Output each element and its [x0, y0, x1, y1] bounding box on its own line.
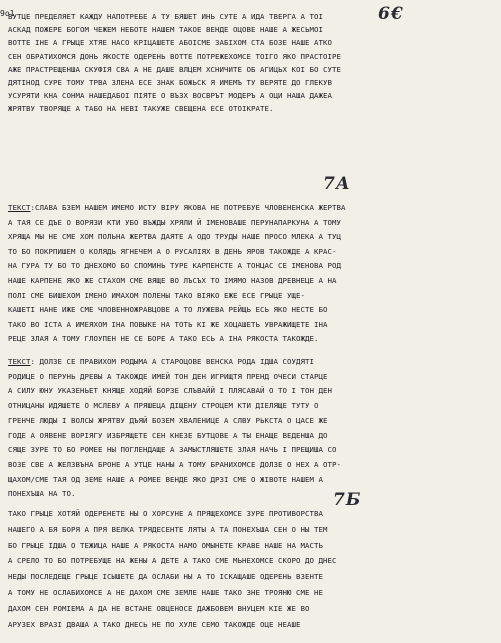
line-text: ПОЛІ СМЕ БИШЕХОМ ІМЕНО ИМАХОМ ПОЛЕНЫ ТАКО ВІЯКО ЕЖЕ ЕСЕ ГРЫЦЕ УЩЕ- [8, 290, 305, 300]
line-text: ТО БО ПОКРПИШЕМ О КОЛЯДЬ ЯГНЕЧЕМ А О РУСАЛІЯХ В ДЕНЬ ЯРОВ ТАКОЖДЕ А КРАС- [8, 246, 337, 256]
text-line: АРУЗЕХ ВРАЗІ ДВАША А ТАКО ДНЕСЬ НЕ ПО ХУЛЕ СЕМО ТАКОЖДЕ ОЦЕ НЕАШЕ [8, 619, 301, 629]
text-line: БУТЦЕ ПРЕДЕЛЯЕТ КАЖДУ НАПОТРЕБЕ А ТУ БЯШЕТ ИНЬ СУТЕ А ИДА ТВЕРГА А ТОІ [8, 12, 323, 21]
line-text: ОТНИЦАНЫ ИДЯШЕТЕ О МСЛЕВУ А ПРЯШЕЦА ДІЩЕНУ СТРОЦЕМ КТИ ДІЕЛЯЩЕ ТУТУ О [8, 401, 319, 411]
text-line: А СРЕЛО ТО БО ПОТРЕБУЩЕ НА ЖЕНЫ А ДЕТЕ А ТАКО СМЕ МЬНЕХОМСЕ СКОРО ДО ДНЕС [8, 556, 337, 566]
text-line: СЕН ОБРАТИХОМСЯ ДОНЬ ЯКОСТЕ ОДЕРЕНЬ ВОТТЕ ПОТРЕЖЕХОМСЕ ТОІГО ЯКО ПРАСТОІРЕ [8, 51, 341, 61]
text-line [8, 475, 323, 484]
text-line [8, 305, 327, 314]
text-line: ЖРЯТВУ ТВОРЯЩЕ А ТАБО НА НЕВІ ТАКУЖЕ СВЕЩЕНА ЕСЕ ОТОІКРАТЕ. [8, 104, 274, 114]
line-text: ПОНЕХЪША НА ТО. [8, 489, 76, 499]
line-text: :СЛАВА БЗЕМ НАШЕМ ИМЕМО ИСТУ ВІРУ ЯКОВА НЕ ПОТРЕБУЕ ЧЛОВЕНЕНСКА ЖЕРТВА [30, 203, 346, 212]
text-line [8, 218, 341, 227]
line-text: НА ГУРА ТУ БО ТО ДНЕХОМО БО СПОМИНЬ ТУРЕ КАРПЕНСТЕ А ТОНЦАС СЕ ІМЕНОВА РОД [8, 261, 341, 271]
text-line [8, 357, 314, 366]
text-line: УСУРЯТИ КНА СОНМА НАШЕДАБОІ ПІЯТЕ О ВЪЗХ ВОСВРЪТ МОДЕРЪ А ОЦИ НАША ДАЖЕА [8, 91, 332, 101]
text-line [8, 416, 327, 425]
line-text: СЯЩЕ ЗУРЕ ТО БО РОМЕЕ НЫ ПОГЛЕНДАЩЕ А ЗАМЫСТЛЯШЕТЕ ЗЛАЯ НАЧЬ І ПРЕЩИША СО [8, 445, 337, 455]
text-line [8, 372, 327, 381]
line-text: НАШЕ КАРПЕНЕ ЯКО ЖЕ СТАХОМ СМЕ ВЯЩЕ ВО ЛЪСЪХ ТО ІМЯМО НАЗОВ ДРЕВНЕЦЕ А НА [8, 276, 337, 285]
line-text: А СИЛУ ЮНУ УКАЗЕНЬЕТ КНЯЩЕ ХОДЯЙ БОРЗЕ СЛЪВАЙЙ І ПЛЯСАВАЙ О ТО І ТОН ДЕН [8, 386, 332, 396]
line-text: РЕЦЕ ЗЛАЯ А ТОМУ ГЛОУПЕН НЕ СЕ БОРЕ А ТАКО ЕСЬ А ІНА РЯКОСТА ТАКОЖДЕ. [8, 334, 319, 344]
section-label: ТЕКСТ [8, 357, 31, 366]
text-line [8, 401, 318, 410]
text-line [8, 261, 341, 270]
line-text: ГОДЕ А ОЯВЕНЕ ВОРІЯГУ ИЗБРЯЩЕТЕ СЕН КНЕЗЕ БУТЦОВЕ А ТЫ ЕНАЩЕ ВЕДЕНША ДО [8, 430, 328, 440]
text-line: АЖЕ ПРАСТРЕЩЕНША СКУФІЯ СВА А НЕ ДАШЕ ВЛЦЕМ ХСНИЧИТЕ ОБ АГИЦЬХ КОІ БО СУТЕ [8, 64, 341, 74]
text-line [8, 431, 327, 440]
text-line: ДЯТІНОД СУРЕ ТОМУ ТРВА ЗЛЕНА ЕСЕ ЗНАК БОЖЬСК Я ИМЕМЪ ТУ ВЕРЯТЕ ДО ГЛЕКУВ [8, 78, 332, 87]
section-mark-7a: 7А [323, 174, 351, 194]
text-line: НАШЕГО А БЯ БОРЯ А ПРЯ ВЕЛКА ТРЯДЕСЕНТЕ ЛЯТЫ А ТА ПОНЕХЪША СЕН О НЫ ТЕМ [8, 524, 328, 534]
text-line [8, 386, 332, 395]
text-line [8, 460, 341, 469]
text-line: ТАКО ГРЫЦЕ ХОТЯЙ ОДЕРЕНЕТЕ НЫ О ХОРСУНЕ А ПРЯЩЕХОМСЕ ЗУРЕ ПРОТИВОРСТВА [8, 509, 323, 518]
line-text: ТАКО ВО ІСТА А ИМЕЯХОМ ІНА ПОВЫКЕ НА ТОТЬ КІ ЖЕ ХОЦАШЕТЬ УВРАЖИЩЕТЕ ІНА [8, 319, 328, 329]
line-text: ХРЯЩА МЫ НЕ СМЕ ХОМ ПОЛЬНА ЖЕРТВА ДАЯТЕ А ОДО ТРУДЫ НАШЕ ПРОСО МЛЕКА А ТУЦ [8, 232, 341, 242]
text-line [8, 320, 327, 329]
text-line: А ТОМУ НЕ ОСЛАБИХОМСЕ А НЕ ДАХОМ СМЕ ЗЕМЛЕ НАШЕ ТАКО ЗНЕ ТРОЯНЮ СМЕ НЕ [8, 588, 323, 597]
text-line: НЕДЫ ПОСЛЕДЕЩЕ ГРЫЦЕ ІСЫШЕТЕ ДА ОСЛАБИ НЫ А ТО ІСКАЩАШЕ ОДЕРЕНЬ ВЗЕНТЕ [8, 572, 323, 582]
text-line [8, 247, 336, 256]
text-line [8, 291, 305, 300]
text-line [8, 334, 318, 343]
line-text: ВОЗЕ СВЕ А ЖЕЛЗВЪНА БРОНЕ А УТЦЕ НАНЫ А ТОМУ БРАНИХОМСЕ ДОЛЗЕ О НЕХ А ОТР- [8, 459, 341, 469]
line-text: А ТАЯ СЕ ДЪЕ О ВОРЯЗИ КТИ УБО ВЪЖДЫ ХРЯЛИ Й ІМЕНОВАШЕ ПЕРУНАПАРКУНА А ТОМУ [8, 217, 341, 227]
text-line: АСКАД ПОЖЕРЕ БОГОМ ЧЕЖЕМ НЕБОТЕ НАШЕМ ТАКОЕ ВЕНДЕ ОЦОВЕ НАШЕ А ЖЕСЬМОІ [8, 25, 323, 35]
text-line [8, 203, 345, 212]
text-line [8, 232, 341, 241]
text-line: ВОТТЕ ІНЕ А ГРЫЦЕ ХТЯЕ НАСО КРІЦАШЕТЕ АБОІСМЕ ЗАБІХОМ СТА БОЗЕ НАШЕ АТКО [8, 38, 332, 48]
line-text: КАШЕТІ НАНЕ ИЖЕ СМЕ ЧЛОВЕННОЖРАВЦОВЕ А ТО ЛУЖЕВА РЕЙЩЬ ЕСЬ ЯКО НЕСТЕ БО [8, 305, 328, 315]
page-number-top: 6€ [378, 4, 404, 24]
section-mark-7b: 7Б [333, 490, 362, 510]
text-line [8, 276, 336, 285]
line-text: ГРЕНЧЕ ЛЮДЫ І ВОЛСЫ ЖРЯТВУ ДЪЯЙ БОЗЕМ ХВАЛЕНИЦЕ А СЛВУ РЬКСТА О ЦАСЕ ЖЕ [8, 415, 328, 425]
line-text: ЩАХОМ/СМЕ ТАЯ ОД ЗЕМЕ НАШЕ А РОМЕЕ ВЕНДЕ ЯКО ДРЗІ СМЕ О ЖІВОТЕ НАШЕМ А [8, 474, 323, 484]
text-line: БО ГРЫЦЕ ІДША О ТЕЖИЦА НАШЕ А РЯКОСТА НАМО ОМЫНЕТЕ КРАВЕ НАШЕ НА МАСТЬ [8, 540, 323, 550]
line-text: РОДИЦЕ О ПЕРУНЬ ДРЕВЫ А ТАКОЖДЕ ИМЕЙ ТОН ДЕН ИГРИЩТЯ ПРЕНД ОЧЕСИ СТАРЦЕ [8, 371, 328, 381]
section-label: ТЕКСТ [8, 203, 31, 212]
corner-mark: 9o1 [0, 9, 15, 18]
text-line [8, 445, 336, 454]
text-line: ДАХОМ СЕН РОМІЕМА А ДА НЕ ВСТАНЕ ОВЦЕНОСЕ ДАЖБОВЕМ ВНУЦЕМ КІЕ ЖЕ ВО [8, 603, 310, 613]
text-line [8, 489, 76, 498]
line-text: : ДОЛЗЕ СЕ ПРАВИХОМ РОДЫМА А СТАРОЦОВЕ ВЕНСКА РОДА ІДША СОУДЯТІ [30, 357, 314, 366]
